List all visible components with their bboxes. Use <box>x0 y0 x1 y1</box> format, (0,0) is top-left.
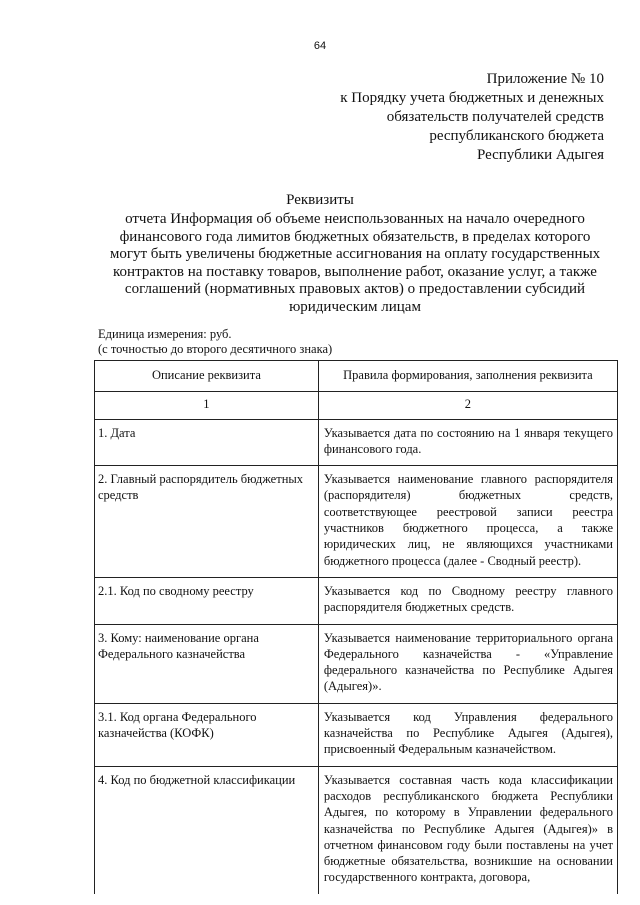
subtitle-line: контрактов на поставку товаров, выполнение работ, оказание услуг, а также <box>113 263 597 280</box>
requisite-description: 4. Код по бюджетной классификации <box>95 766 319 894</box>
requisite-description: 3.1. Код органа Федерального казначейства (КОФК) <box>95 703 319 766</box>
requisite-rule: Указывается наименование территориального органа Федерального казначейства - «Управление федерального казначейства по Республике Адыгея (Адыгея)». <box>318 624 617 703</box>
units-precision-line: (с точностью до второго десятичного знака) <box>98 342 333 356</box>
appendix-line: республиканского бюджета <box>429 128 604 144</box>
table-row <box>95 703 618 766</box>
units-note <box>98 327 332 357</box>
table-row <box>95 624 618 703</box>
column-number: 2 <box>318 392 617 419</box>
units-line: Единица измерения: руб. <box>98 327 232 341</box>
document-subtitle <box>95 211 615 316</box>
table-row <box>95 466 618 578</box>
requisite-description: 2. Главный распорядитель бюджетных средств <box>95 466 319 578</box>
requisite-description: 2.1. Код по сводному реестру <box>95 577 319 624</box>
requisite-rule: Указывается наименование главного распорядителя (распорядителя) бюджетных средств, соответствующее реестровой записи реестра участников бюджетного процесса, а также юридических лиц, не являющихся участниками бюджетного процесса (далее - Сводный реестр). <box>318 466 617 578</box>
column-number-row <box>95 392 618 419</box>
subtitle-line: финансового года лимитов бюджетных обязательств, в пределах которого <box>119 228 591 245</box>
page-number: 64 <box>313 40 327 52</box>
subtitle-line: могут быть увеличены бюджетные ассигнования на оплату государственных <box>109 246 601 262</box>
column-header-rule: Правила формирования, заполнения реквизита <box>318 361 617 392</box>
appendix-line: обязательств получателей средств <box>386 109 604 125</box>
appendix-line: к Порядку учета бюджетных и денежных <box>340 90 604 106</box>
column-number: 1 <box>95 392 319 419</box>
requisite-rule: Указывается код Управления федерального казначейства по Республике Адыгея (Адыгея), присвоенный Федеральным казначейством. <box>318 703 617 766</box>
requisite-rule: Указывается составная часть кода классификации расходов республиканского бюджета Республики Адыгея, по которому в Управлении федерального казначейства по Республике Адыгея (Адыгея)» в отчетном финансовом году были поставлены на учет бюджетные обязательства, возникшие на основании государственного контракта, договора, <box>318 766 617 894</box>
subtitle-line: соглашений (нормативных правовых актов) о предоставлении субсидий <box>124 281 586 297</box>
requisite-description: 3. Кому: наименование органа Федерального казначейства <box>95 624 319 703</box>
requisite-rule: Указывается код по Сводному реестру главного распорядителя бюджетных средств. <box>318 577 617 624</box>
table-header-row <box>95 361 618 392</box>
requisites-table <box>94 360 618 894</box>
table-row <box>95 577 618 624</box>
column-header-description: Описание реквизита <box>95 361 319 392</box>
document-title: Реквизиты <box>286 192 354 208</box>
subtitle-line: отчета Информация об объеме неиспользованных на начало очередного <box>125 211 585 227</box>
requisite-description: 1. Дата <box>95 419 319 466</box>
appendix-line: Приложение № 10 <box>486 71 604 87</box>
table-row <box>95 419 618 466</box>
requisite-rule: Указывается дата по состоянию на 1 января текущего финансового года. <box>318 419 617 466</box>
subtitle-line: юридическим лицам <box>289 298 421 315</box>
appendix-line: Республики Адыгея <box>476 147 604 163</box>
appendix-reference <box>304 70 604 165</box>
table-row <box>95 766 618 894</box>
